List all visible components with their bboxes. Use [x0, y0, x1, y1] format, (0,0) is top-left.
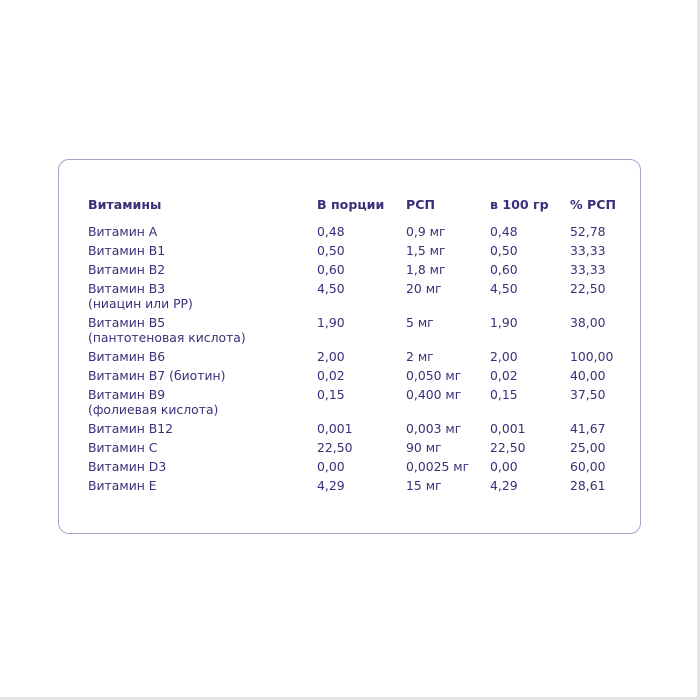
per-100g-value: 0,15 [490, 387, 518, 402]
vitamin-name-cell [88, 387, 317, 417]
rsp-value: 1,8 мг [406, 262, 446, 277]
table-row [88, 243, 628, 258]
table-row [88, 368, 628, 383]
table-row [88, 387, 628, 417]
vitamin-name: Витамин D3 [88, 459, 167, 474]
pct-rsp-value: 38,00 [570, 315, 606, 330]
per-100g-value: 0,60 [490, 262, 518, 277]
rsp-value: 0,0025 мг [406, 459, 470, 474]
rsp-value: 0,003 мг [406, 421, 462, 436]
vitamin-name: Витамин В7 (биотин) [88, 368, 226, 383]
portion-value: 0,00 [317, 459, 345, 474]
table-row [88, 421, 628, 436]
vitamin-name-note: (ниацин или РР) [88, 296, 193, 311]
portion-value: 0,001 [317, 421, 353, 436]
table-row [88, 459, 628, 474]
portion-value: 0,02 [317, 368, 345, 383]
portion-value: 0,50 [317, 243, 345, 258]
per-100g-value: 0,48 [490, 224, 518, 239]
table-row [88, 349, 628, 364]
table-row [88, 315, 628, 345]
rsp-value: 15 мг [406, 478, 442, 493]
table-row [88, 262, 628, 277]
header-pct-rsp: % РСП [570, 197, 617, 212]
vitamin-name: Витамин В12 [88, 421, 174, 436]
portion-value: 22,50 [317, 440, 353, 455]
pct-rsp-value: 37,50 [570, 387, 606, 402]
rsp-value: 1,5 мг [406, 243, 446, 258]
rsp-value: 20 мг [406, 281, 442, 296]
vitamin-name: Витамин С [88, 440, 158, 455]
pct-rsp-value: 40,00 [570, 368, 606, 383]
vitamin-name: Витамин В5 [88, 315, 166, 330]
header-portion: В порции [317, 197, 385, 212]
per-100g-value: 22,50 [490, 440, 526, 455]
portion-value: 0,15 [317, 387, 345, 402]
table-row [88, 224, 628, 239]
per-100g-value: 0,001 [490, 421, 526, 436]
per-100g-value: 4,50 [490, 281, 518, 296]
vitamin-name: Витамин В1 [88, 243, 166, 258]
vitamin-name: Витамин Е [88, 478, 157, 493]
pct-rsp-value: 22,50 [570, 281, 606, 296]
rsp-value: 5 мг [406, 315, 434, 330]
header-per-100g: в 100 гр [490, 197, 549, 212]
pct-rsp-value: 60,00 [570, 459, 606, 474]
table-header-row [88, 197, 628, 212]
per-100g-value: 4,29 [490, 478, 518, 493]
per-100g-value: 0,00 [490, 459, 518, 474]
table-row [88, 440, 628, 455]
table-row [88, 478, 628, 493]
header-rsp: РСП [406, 197, 436, 212]
portion-value: 0,48 [317, 224, 345, 239]
per-100g-value: 1,90 [490, 315, 518, 330]
rsp-value: 0,9 мг [406, 224, 446, 239]
portion-value: 4,50 [317, 281, 345, 296]
pct-rsp-value: 52,78 [570, 224, 606, 239]
vitamin-name-note: (пантотеновая кислота) [88, 330, 246, 345]
per-100g-value: 2,00 [490, 349, 518, 364]
header-vitamins: Витамины [88, 197, 162, 212]
pct-rsp-value: 33,33 [570, 243, 606, 258]
rsp-value: 0,400 мг [406, 387, 462, 402]
vitamin-name-note: (фолиевая кислота) [88, 402, 219, 417]
pct-rsp-value: 100,00 [570, 349, 614, 364]
vitamin-table-card [58, 159, 641, 534]
portion-value: 1,90 [317, 315, 345, 330]
rsp-value: 2 мг [406, 349, 434, 364]
per-100g-value: 0,50 [490, 243, 518, 258]
table-row [88, 281, 628, 311]
pct-rsp-value: 25,00 [570, 440, 606, 455]
vitamin-name: Витамин В2 [88, 262, 166, 277]
portion-value: 0,60 [317, 262, 345, 277]
pct-rsp-value: 28,61 [570, 478, 606, 493]
portion-value: 4,29 [317, 478, 345, 493]
pct-rsp-value: 41,67 [570, 421, 606, 436]
vitamin-name: Витамин А [88, 224, 158, 239]
portion-value: 2,00 [317, 349, 345, 364]
vitamin-name-cell [88, 281, 317, 311]
vitamin-name: Витамин В9 [88, 387, 166, 402]
rsp-value: 0,050 мг [406, 368, 462, 383]
per-100g-value: 0,02 [490, 368, 518, 383]
vitamin-name-cell [88, 315, 317, 345]
vitamin-name: Витамин В6 [88, 349, 166, 364]
vitamin-name: Витамин В3 [88, 281, 166, 296]
rsp-value: 90 мг [406, 440, 442, 455]
vitamin-table [88, 197, 628, 497]
pct-rsp-value: 33,33 [570, 262, 606, 277]
